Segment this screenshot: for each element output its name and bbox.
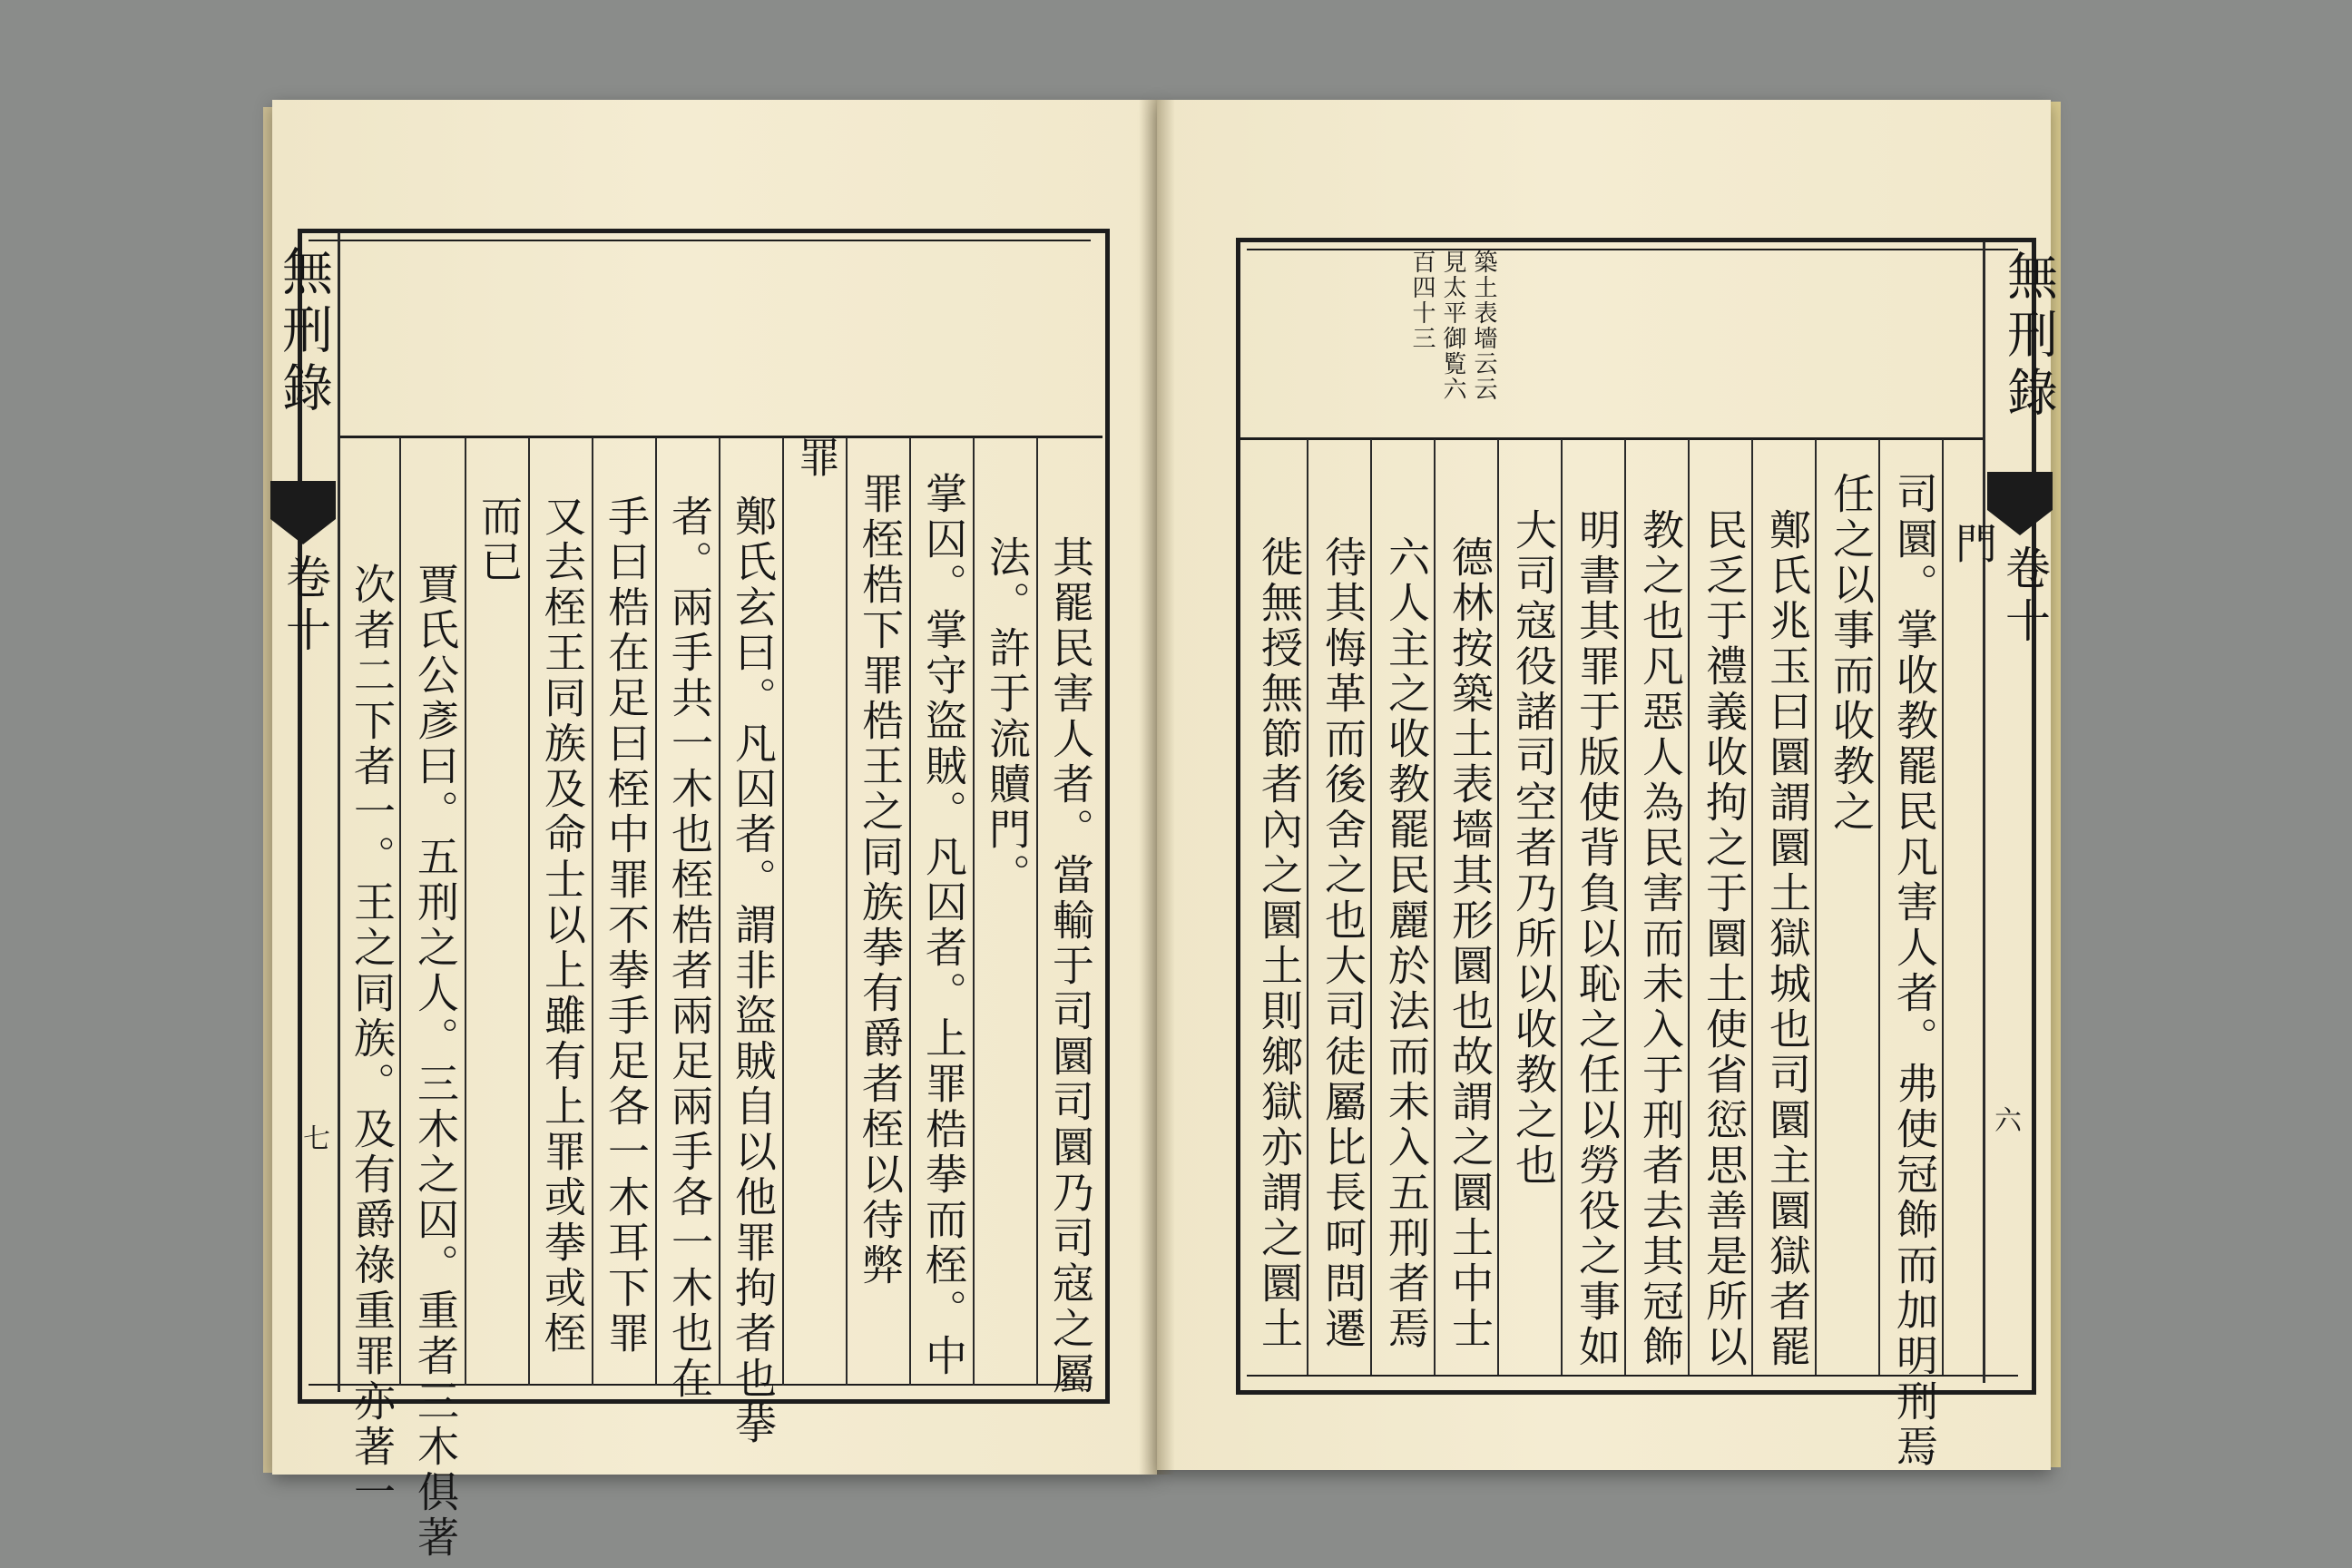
left-text-column-6: 鄭氏玄曰。凡囚者。謂非盜賊自以他罪拘者也拲 [729,495,778,1447]
right-col-rule [1497,439,1499,1375]
left-col-rule [465,437,466,1386]
left-spine-title: 無刑錄 [274,245,333,419]
right-col-rule [1942,439,1944,1375]
right-text-column-7: 大司寇役諸司空者乃所以收教之也 [1509,508,1558,1189]
right-col-rule [1370,439,1372,1375]
left-text-column-2: 法。許于流贖門。 [983,535,1032,898]
left-col-rule [846,437,848,1386]
left-text-column-1: 其罷民害人者。當輸于司圜司圜乃司寇之屬 [1046,535,1095,1397]
left-col-rule [909,437,911,1386]
right-col-rule [1307,439,1308,1375]
header-note-line-2: 見太平御覧六 [1439,250,1466,402]
right-text-column-2: 任之以事而收教之 [1827,472,1876,835]
right-text-column-5: 教之也凡惡人為民害而未入于刑者去其冠飾 [1636,508,1685,1370]
left-col-rule [1036,437,1038,1386]
right-col-rule [1688,439,1690,1375]
right-col-rule [1751,439,1753,1375]
left-col-rule [782,437,784,1386]
left-text-column-3: 掌囚。掌守盜賊。凡囚者。上罪梏拲而桎。中 [919,472,968,1379]
book-gutter [1139,100,1175,1475]
right-text-column-3: 鄭氏兆玉曰圜謂圜土獄城也司圜主圜獄者罷 [1763,508,1812,1370]
right-header-rule [1239,437,1983,440]
right-text-column-1: 司圜。掌收教罷民凡害人者。弗使冠飾而加明刑焉 [1890,472,1939,1470]
right-page-number: 六 [1994,1105,2022,1137]
left-text-column-8: 手曰梏在足曰桎中罪不拲手足各一木耳下罪 [602,495,651,1357]
left-text-column-5: 罪 [792,436,841,481]
right-text-column-8: 德林按築土表墻其形圜也故謂之圜土中士 [1446,535,1494,1352]
right-text-column-9: 六人主之收教罷民麗於法而未入五刑者焉 [1382,535,1431,1352]
left-text-column-7: 者。兩手共一木也桎梏者兩足兩手各一木也在 [665,495,714,1402]
left-page-number: 七 [303,1123,330,1155]
left-text-column-12: 次者二下者一。王之同族。及有爵祿重罪亦著一 [348,563,397,1515]
right-text-column-4: 民乏于禮義收拘之于圜土使省愆思善是所以 [1700,508,1749,1370]
right-volume-label: 卷十 [1998,544,2051,650]
right-fold-line [1983,241,1985,1383]
left-volume-label: 卷十 [279,554,331,659]
section-label: 門 [1949,522,1998,567]
right-frame-inner-rule [1247,249,2018,250]
right-spine-title: 無刑錄 [1999,250,2058,424]
right-text-column-6: 明書其罪于版使背負以恥之任以勞役之事如 [1573,508,1622,1370]
left-text-column-4: 罪桎梏下罪梏王之同族拲有爵者桎以待弊 [856,472,905,1289]
left-col-rule [973,437,975,1386]
right-col-rule [1624,439,1626,1375]
left-text-column-11: 賈氏公彥曰。五刑之人。三木之囚。重者三木俱著 [411,563,460,1561]
left-text-column-9: 又去桎王同族及命士以上雖有上罪或拲或桎 [538,495,587,1357]
right-text-column-10: 待其悔革而後舍之也大司徒屬比長呵問遷 [1318,535,1367,1352]
header-note-line-1: 築土表墻云云 [1470,250,1497,402]
left-col-rule [655,437,657,1386]
right-col-rule [1434,439,1436,1375]
right-text-column-11: 徙無授無節者內之圜土則鄉獄亦謂之圜土 [1255,535,1304,1352]
left-col-rule [399,437,401,1386]
left-text-column-10: 而已 [475,495,524,585]
header-note-line-3: 百四十三 [1408,250,1436,351]
left-col-rule [528,437,530,1386]
left-frame-inner-rule [309,240,1091,241]
right-col-rule [1878,439,1880,1375]
left-col-rule [719,437,720,1386]
right-col-rule [1815,439,1817,1375]
left-col-rule [592,437,593,1386]
left-header-rule [340,436,1102,438]
right-col-rule [1561,439,1563,1375]
